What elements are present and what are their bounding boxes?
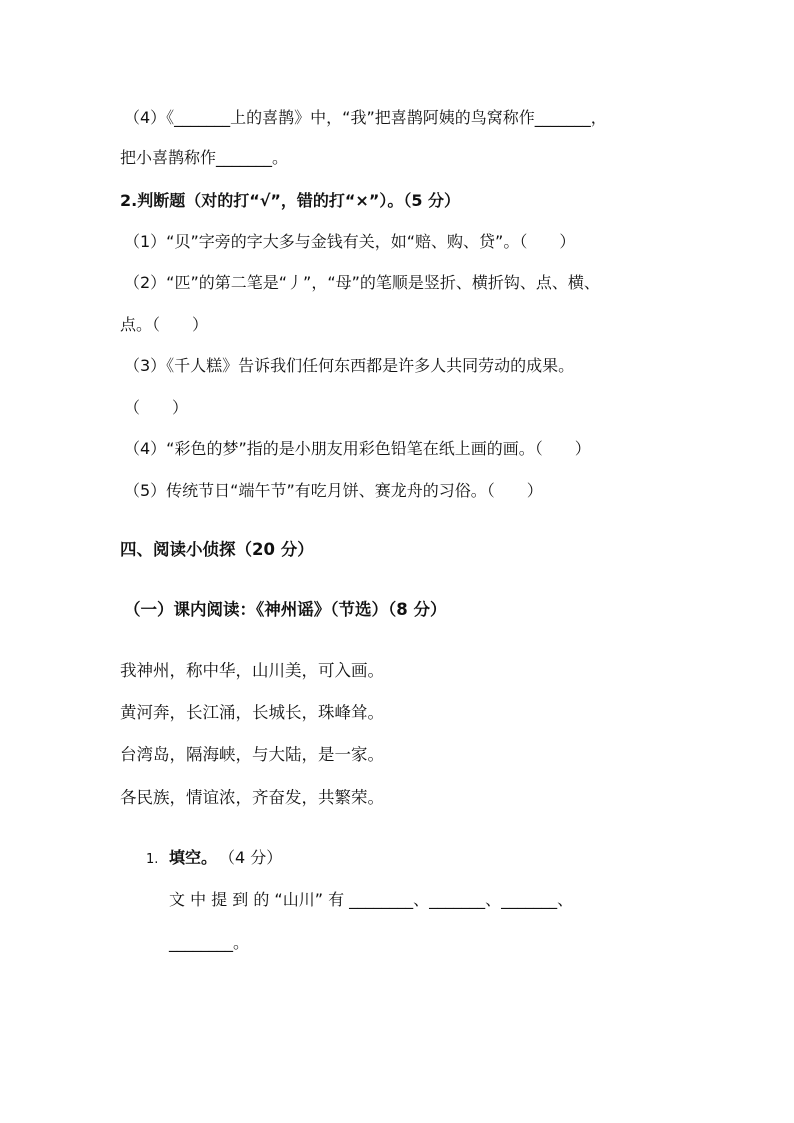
poem-line-3: 台湾岛，隔海峡，与大陆，是一家。 [120, 745, 384, 764]
reading-subsection-title: （一）课内阅读：《神州谣》（节选）（8 分） [124, 600, 447, 619]
judge-item-2-line-1: （2）“匹”的第二笔是“丿”，“母”的笔顺是竖折、横折钩、点、横、 [124, 273, 600, 292]
judge-item-2-line-2: 点。（ ） [120, 315, 209, 334]
fill-question-title: 填空。 [169, 848, 218, 867]
reading-section-title: 四、阅读小侦探（20 分） [120, 540, 314, 559]
fill-question-number: 1. [146, 852, 159, 867]
fill-question-line-1: 文 中 提 到 的 “山川” 有 ________、_______、_______、 [169, 890, 574, 909]
judge-item-3-line-1: （3）《千人糕》告诉我们任何东西都是许多人共同劳动的成果。 [124, 356, 575, 375]
question-4-line-2: 把小喜鹊称作_______。 [120, 148, 289, 167]
poem-line-1: 我神州，称中华，山川美，可入画。 [120, 661, 384, 680]
judge-item-4: （4）“彩色的梦”指的是小朋友用彩色铅笔在纸上画的画。（ ） [124, 439, 591, 458]
question-4-line-1: （4）《_______上的喜鹊》中，“我”把喜鹊阿姨的鸟窝称作_______， [124, 108, 607, 127]
judge-section-title: 2.判断题（对的打“√”，错的打“×”）。（5 分） [120, 191, 461, 210]
judge-item-1: （1）“贝”字旁的字大多与金钱有关，如“赔、购、贷”。（ ） [124, 232, 576, 251]
judge-item-3-line-2: （ ） [124, 398, 189, 417]
poem-line-2: 黄河奔，长江涌，长城长，珠峰耸。 [120, 703, 384, 722]
poem-line-4: 各民族，情谊浓，齐奋发，共繁荣。 [120, 788, 384, 807]
fill-question-score: （4 分） [219, 848, 283, 867]
fill-question-line-2: ________。 [169, 933, 250, 952]
judge-item-5: （5）传统节日“端午节”有吃月饼、赛龙舟的习俗。（ ） [124, 481, 543, 500]
